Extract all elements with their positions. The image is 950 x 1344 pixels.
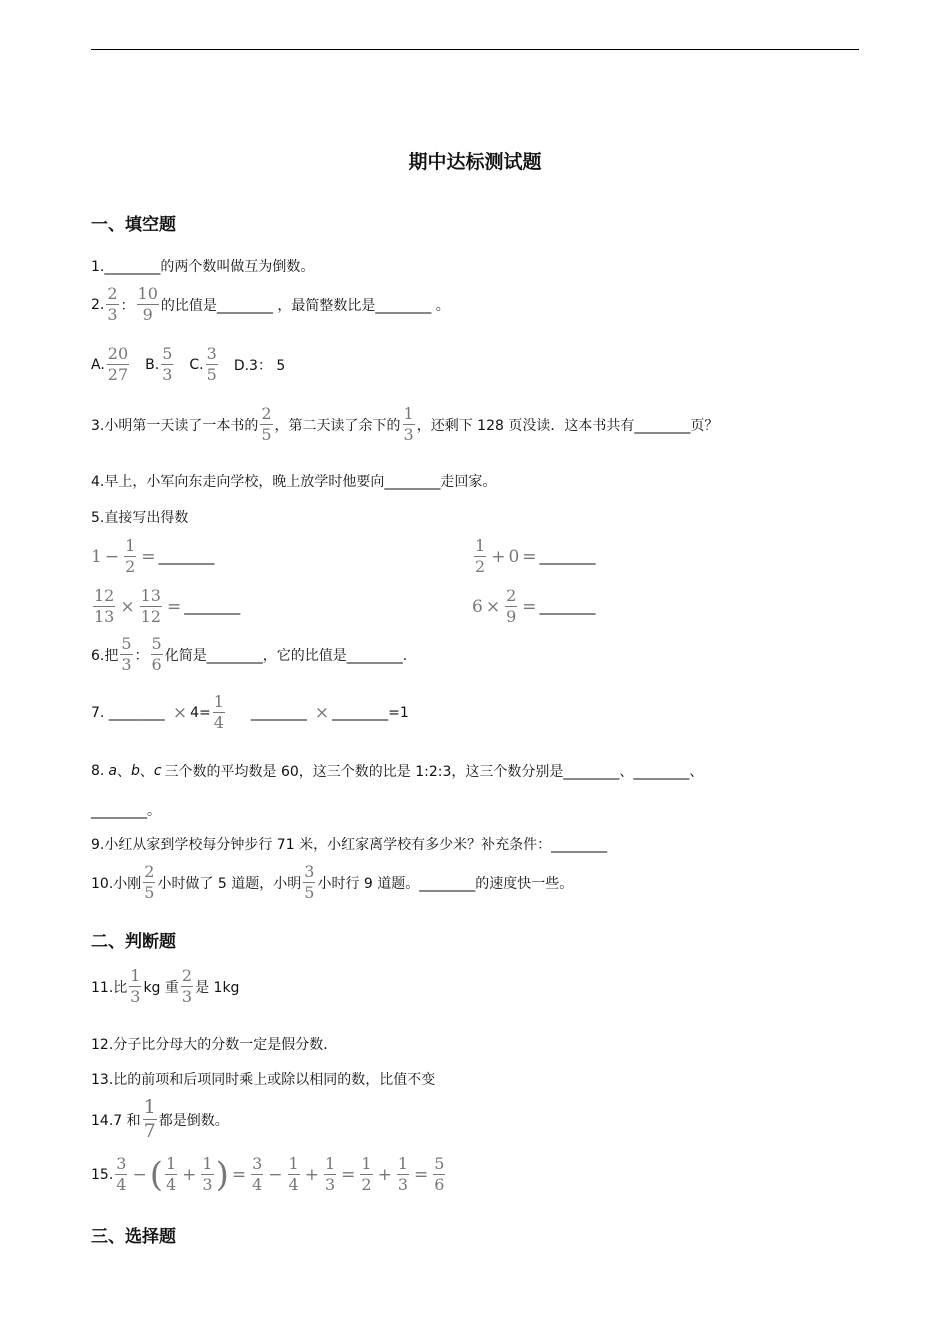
left-paren: ( <box>149 1154 163 1195</box>
question-8-continued: ________。 <box>91 803 161 819</box>
question-8-text: 三个数的平均数是 60，这三个数的比是 1:2:3，这三个数分别是________、________、 <box>164 764 704 780</box>
fraction: $\frac{5}{3}$ <box>121 634 132 674</box>
option-b-fraction: $\frac{5}{3}$ <box>162 344 173 384</box>
question-11-text-1: 11.比 <box>91 979 128 996</box>
question-10-text-3: 小时行 9 道题。________的速度快一些。 <box>317 875 574 892</box>
minus-sign: − <box>268 1164 283 1185</box>
equals-sign: = <box>231 1164 247 1185</box>
fraction: $\frac{3}{4}$ <box>252 1154 263 1194</box>
question-3-text-3: ，还剩下 128 页没读．这本书共有________页？ <box>416 417 719 434</box>
fraction: $\frac{1}{2}$ <box>475 536 486 576</box>
question-14-text-1: 14.7 和 <box>91 1112 141 1129</box>
equals-sign: = <box>341 1164 356 1185</box>
fraction: $\frac{2}{9}$ <box>506 586 517 626</box>
minus-sign: − <box>132 1164 147 1185</box>
question-9: 9.小红从家到学校每分钟步行 71 米，小红家离学校有多少米？补充条件：________ <box>91 837 608 853</box>
question-6 <box>91 636 407 673</box>
option-c-label: C. <box>189 356 204 373</box>
question-7-text-3: ________ <box>250 704 307 721</box>
variable-a: a <box>108 763 117 779</box>
equals-sign: = <box>414 1164 429 1185</box>
colon: ： <box>120 297 135 314</box>
question-2-text: 的比值是________ ，最简整数比是________ 。 <box>160 297 450 314</box>
times-sign: × <box>172 702 188 723</box>
question-3-text-2: ，第二天读了余下的 <box>274 417 401 434</box>
question-1: 1.________的两个数叫做互为倒数。 <box>91 259 315 275</box>
plus-sign: + <box>304 1164 319 1185</box>
question-10 <box>91 864 573 901</box>
fraction: $\frac{3}{4}$ <box>116 1154 127 1194</box>
fraction: $\frac{1}{3}$ <box>403 404 414 444</box>
fraction: $\frac{5}{6}$ <box>434 1154 445 1194</box>
fraction: $\frac{1}{3}$ <box>397 1154 409 1194</box>
fraction: $\frac{1}{2}$ <box>125 536 136 576</box>
page-title: 期中达标测试题 <box>408 151 542 173</box>
fraction: $\frac{1}{4}$ <box>165 1154 177 1194</box>
separator: 、 <box>139 764 154 780</box>
question-11-text-3: 是 1kg <box>195 979 240 996</box>
fraction: $\frac{12}{13}$ <box>94 586 115 626</box>
fraction: $\frac{2}{5}$ <box>144 862 155 902</box>
fraction: $\frac{2}{3}$ <box>107 284 118 324</box>
fraction: $\frac{2}{5}$ <box>261 404 272 444</box>
question-6-text-2: 化简是________，它的比值是________. <box>164 647 408 664</box>
answer-blank: ________ <box>539 598 596 615</box>
question-3 <box>91 406 718 443</box>
question-13: 13.比的前项和后项同时乘上或除以相同的数，比值不变 <box>91 1072 436 1088</box>
question-7-text-2: 4= <box>190 704 211 721</box>
fraction: $\frac{1}{4}$ <box>213 692 224 732</box>
calc-d: 6 × $\frac{2}{9}$ = ________ <box>472 586 596 626</box>
fraction: $\frac{1}{4}$ <box>288 1154 299 1194</box>
option-c-fraction: $\frac{3}{5}$ <box>206 344 217 384</box>
question-7 <box>91 694 409 731</box>
plus-sign: + <box>182 1164 197 1185</box>
variable-c: c <box>153 763 162 779</box>
variable-b: b <box>130 763 140 779</box>
question-3-text-1: 3.小明第一天读了一本书的 <box>91 417 259 434</box>
question-8 <box>91 761 703 781</box>
answer-blank: ________ <box>184 598 241 615</box>
answer-blank: ________ <box>158 548 215 565</box>
fraction: $\frac{1}{3}$ <box>130 966 141 1006</box>
colon: ： <box>134 647 149 664</box>
separator: 、 <box>116 764 131 780</box>
question-7-text-1: 7. ________ <box>91 704 165 721</box>
fraction: $\frac{3}{5}$ <box>304 862 315 902</box>
plus-sign: + <box>377 1164 392 1185</box>
fraction: $\frac{2}{3}$ <box>181 966 193 1006</box>
option-a-fraction: $\frac{20}{27}$ <box>107 344 129 384</box>
fraction: $\frac{1}{2}$ <box>361 1154 372 1194</box>
question-5: 5.直接写出得数 <box>91 510 189 526</box>
question-12: 12.分子比分母大的分数一定是假分数． <box>91 1037 338 1053</box>
option-b-label: B. <box>145 356 160 373</box>
question-6-text-1: 6.把 <box>91 647 119 664</box>
question-7-text-4: ________=1 <box>332 704 409 721</box>
question-8-number: 8. <box>91 763 105 779</box>
times-sign: × <box>314 702 330 723</box>
option-d: D.3： 5 <box>233 357 286 374</box>
fraction: $\frac{1}{3}$ <box>202 1154 213 1194</box>
calc-b: $\frac{1}{2}$ + 0 = ________ <box>475 536 596 576</box>
option-a-label: A. <box>91 356 105 373</box>
question-14-text-2: 都是倒数。 <box>158 1112 229 1129</box>
fraction: $\frac{1}{3}$ <box>324 1154 336 1194</box>
section-heading-multiple-choice: 三、选择题 <box>91 1227 176 1247</box>
calc-a: 1 − $\frac{1}{2}$ = ________ <box>91 536 215 576</box>
fraction: $\frac{10}{9}$ <box>137 284 158 324</box>
question-2 <box>91 286 450 323</box>
header-rule <box>91 49 859 50</box>
question-11-text-2: kg 重 <box>143 979 179 996</box>
question-2-number: 2. <box>91 296 105 313</box>
question-10-text-2: 小时做了 5 道题，小明 <box>157 875 302 892</box>
calc-c: $\frac{12}{13}$ × $\frac{13}{12}$ = ________ <box>94 586 241 626</box>
right-paren: ) <box>215 1154 229 1195</box>
question-11 <box>91 968 239 1005</box>
fraction: $\frac{5}{6}$ <box>151 634 162 674</box>
question-15 <box>91 1156 447 1193</box>
question-10-text-1: 10.小刚 <box>91 875 142 892</box>
question-2-options <box>91 346 285 383</box>
answer-blank: ________ <box>539 548 596 565</box>
section-heading-fill-in: 一、填空题 <box>91 215 176 235</box>
section-heading-true-false: 二、判断题 <box>91 932 176 952</box>
fraction: $\frac{13}{12}$ <box>140 586 161 626</box>
question-4: 4.早上，小军向东走向学校，晚上放学时他要向________走回家。 <box>91 474 497 490</box>
question-15-number: 15. <box>91 1166 114 1183</box>
question-14 <box>91 1098 229 1141</box>
fraction: $\frac{1}{7}$ <box>143 1096 156 1142</box>
